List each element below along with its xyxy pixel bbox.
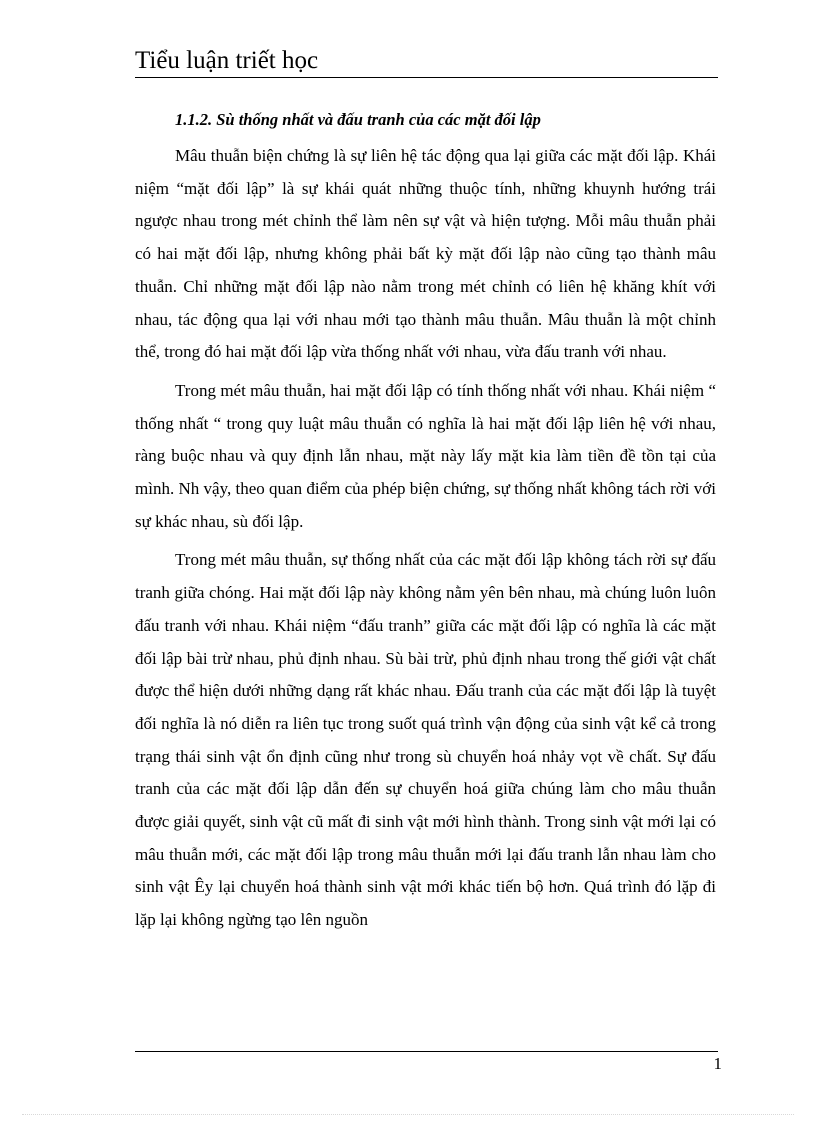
paragraph-3: Trong mét mâu thuẫn, sự thống nhất của các mặt đối lập không tách rời sự đấu tranh giữa chóng. Hai mặt đối lập này không nằm yên bên nhau, mà chúng luôn luôn đấu tranh với nhau. Khái niệm “đấu tranh” giữa các mặt đối lập có nghĩa là các mặt đối lập bài trừ nhau, phủ định nhau. Sù bài trừ, phủ định nhau trong thế giới vật chất được thể hiện dưới những dạng rất khác nhau. Đấu tranh của các mặt đối lập là tuyệt đối nghĩa là nó diễn ra liên tục trong suốt quá trình vận động của sinh vật kể cả trong trạng thái sinh vật ổn định cũng như trong sù chuyển hoá nhảy vọt về chất. Sự đấu tranh của các mặt đối lập dẫn đến sự chuyển hoá giữa chúng làm cho mâu thuẫn được giải quyết, sinh vật cũ mất đi sinh vật mới hình thành. Trong sinh vật mới lại có mâu thuẫn mới, các mặt đối lập trong mâu thuẫn mới lại đấu tranh lẫn nhau làm cho sinh vật Êy lại chuyển hoá thành sinh vật mới khác tiến bộ hơn. Quá trình đó lặp đi lặp lại không ngừng tạo lên nguồn	[135, 550, 716, 930]
page-edge-divider	[22, 1114, 794, 1115]
section-heading: 1.1.2. Sù thống nhất và đấu tranh của các mặt đối lập	[175, 110, 541, 129]
footer-rule	[135, 1051, 718, 1052]
page-header-title: Tiểu luận triết học	[135, 47, 319, 74]
paragraph-2: Trong mét mâu thuẫn, hai mặt đối lập có tính thống nhất với nhau. Khái niệm “ thống nhất “ trong quy luật mâu thuẫn có nghĩa là hai mặt đối lập liên hệ với nhau, ràng buộc nhau và quy định lẫn nhau, mặt này lấy mặt kia làm tiền đề tồn tại của mình. Nh vậy, theo quan điểm của phép biện chứng, sự thống nhất không tách rời với sự khác nhau, sù đối lập.	[135, 380, 716, 531]
header-rule	[135, 77, 718, 78]
page-number: 1	[713, 1054, 722, 1073]
document-body	[135, 106, 716, 943]
paragraph-1: Mâu thuẫn biện chứng là sự liên hệ tác động qua lại giữa các mặt đối lập. Khái niệm “mặt đối lập” là sự khái quát những thuộc tính, những khuynh hướng trái ngược nhau trong mét chỉnh thể làm nên sự vật và hiện tượng. Mỗi mâu thuẫn phải có hai mặt đối lập, nhưng không phải bất kỳ mặt đối lập nào cũng tạo thành mâu thuẫn. Chỉ những mặt đối lập nào nằm trong mét chỉnh có liên hệ khăng khít với nhau, tác động qua lại với nhau mới tạo thành mâu thuẫn. Mâu thuẫn là một chỉnh thể, trong đó hai mặt đối lập vừa thống nhất với nhau, vừa đấu tranh với nhau.	[135, 146, 716, 362]
